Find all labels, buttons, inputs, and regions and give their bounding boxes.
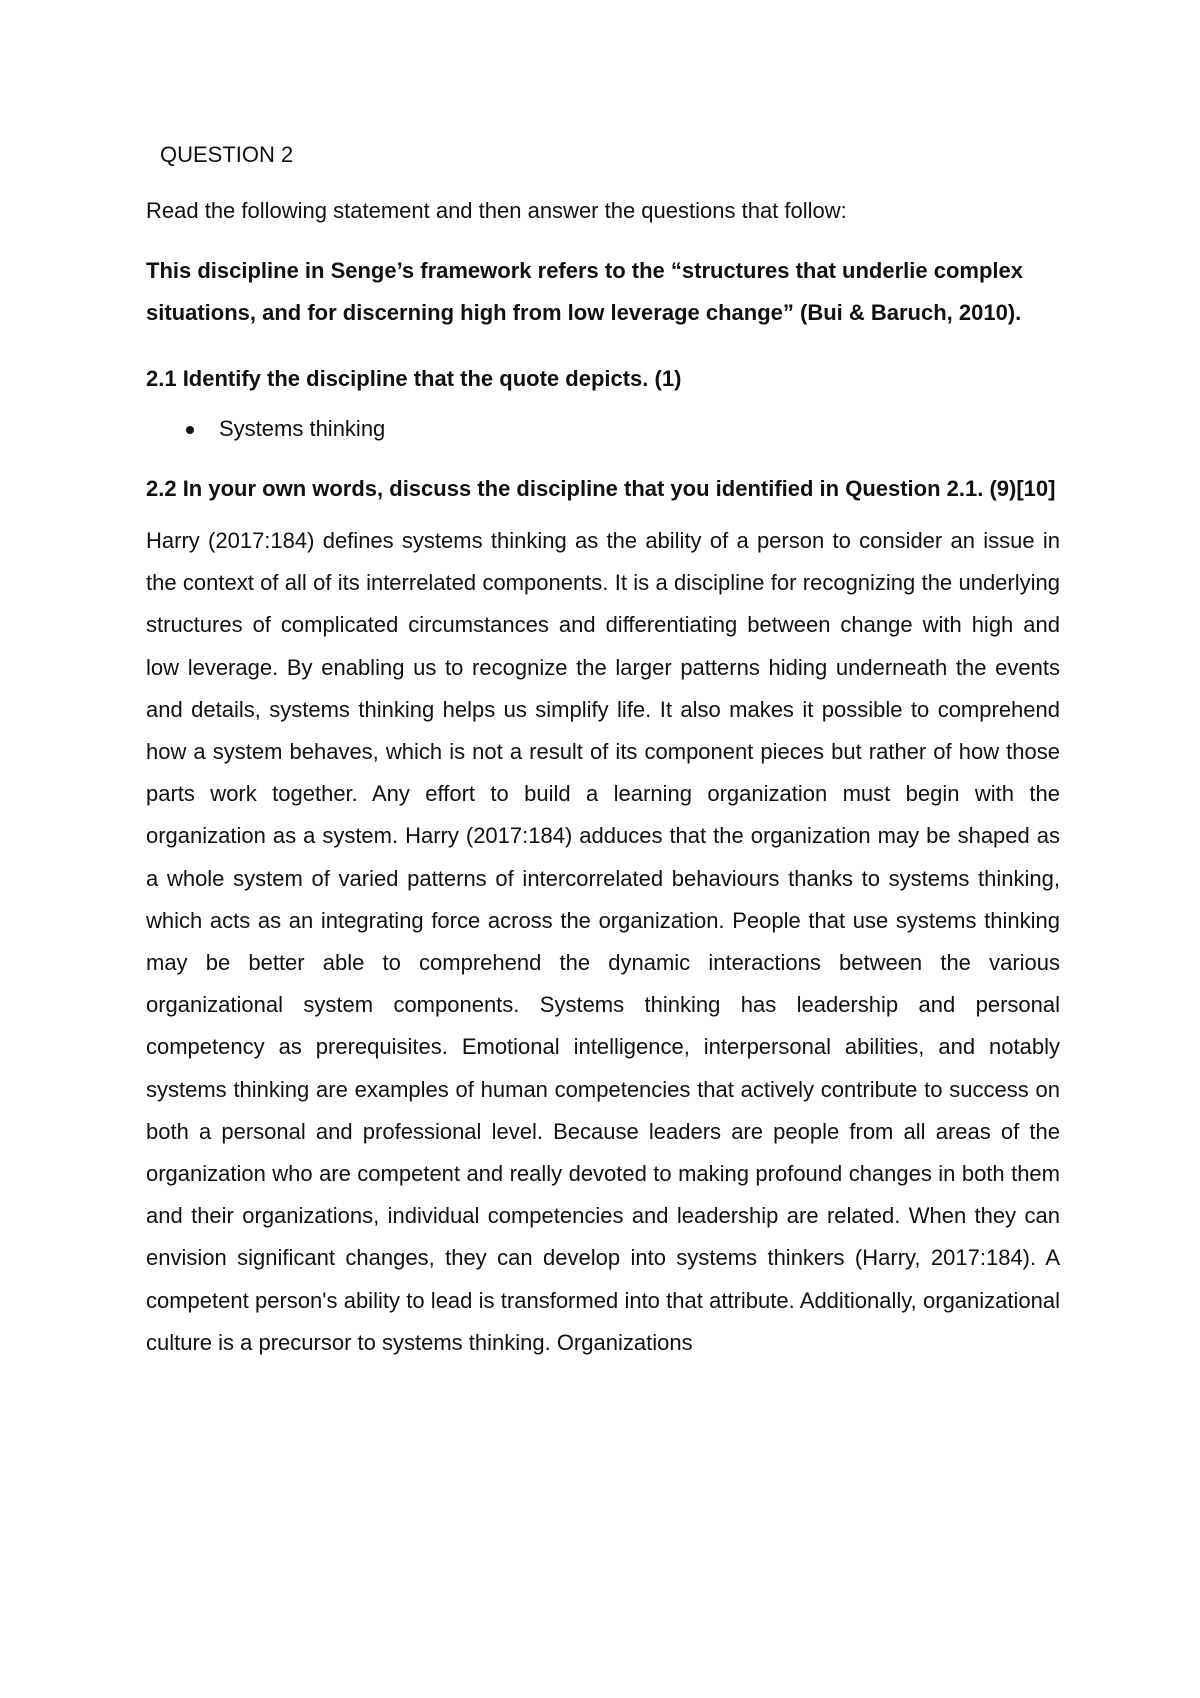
answer-2-1-list <box>146 414 1060 444</box>
list-item-text: Systems thinking <box>219 416 386 441</box>
document-page <box>146 140 1060 1364</box>
list-item <box>146 414 1060 444</box>
question-2-2-title: 2.2 In your own words, discuss the discipline that you identified in Question 2.1. (9)[10] <box>146 476 1056 501</box>
answer-2-2-paragraph: Harry (2017:184) defines systems thinking as the ability of a person to consider an issue in the context of all of its interrelated components. It is a discipline for recognizing the underlying structures of complicated circumstances and differentiating between change with high and low leverage. By enabling us to recognize the larger patterns hiding underneath the events and details, systems thinking helps us simplify life. It also makes it possible to comprehend how a system behaves, which is not a result of its component pieces but rather of how those parts work together. Any effort to build a learning organization must begin with the organization as a system. Harry (2017:184) adduces that the organization may be shaped as a whole system of varied patterns of intercorrelated behaviours thanks to systems thinking, which acts as an integrating force across the organization. People that use systems thinking may be better able to comprehend the dynamic interactions between the various organizational system components. Systems thinking has leadership and personal competency as prerequisites. Emotional intelligence, interpersonal abilities, and notably systems thinking are examples of human competencies that actively contribute to success on both a personal and professional level. Because leaders are people from all areas of the organization who are competent and really devoted to making profound changes in both them and their organizations, individual competencies and leadership are related. When they can envision significant changes, they can develop into systems thinkers (Harry, 2017:184). A competent person's ability to lead is transformed into that attribute. Additionally, organizational culture is a precursor to systems thinking. Organizations <box>146 528 1060 1355</box>
instruction-text: Read the following statement and then answer the questions that follow: <box>146 198 847 223</box>
quote-statement: This discipline in Senge’s framework refers to the “structures that underlie complex situations, and for discerning high from low leverage change” (Bui & Baruch, 2010). <box>146 258 1023 325</box>
question-2-1-title: 2.1 Identify the discipline that the quote depicts. (1) <box>146 366 682 391</box>
bullet-icon <box>186 426 194 434</box>
question-heading: QUESTION 2 <box>160 142 294 167</box>
